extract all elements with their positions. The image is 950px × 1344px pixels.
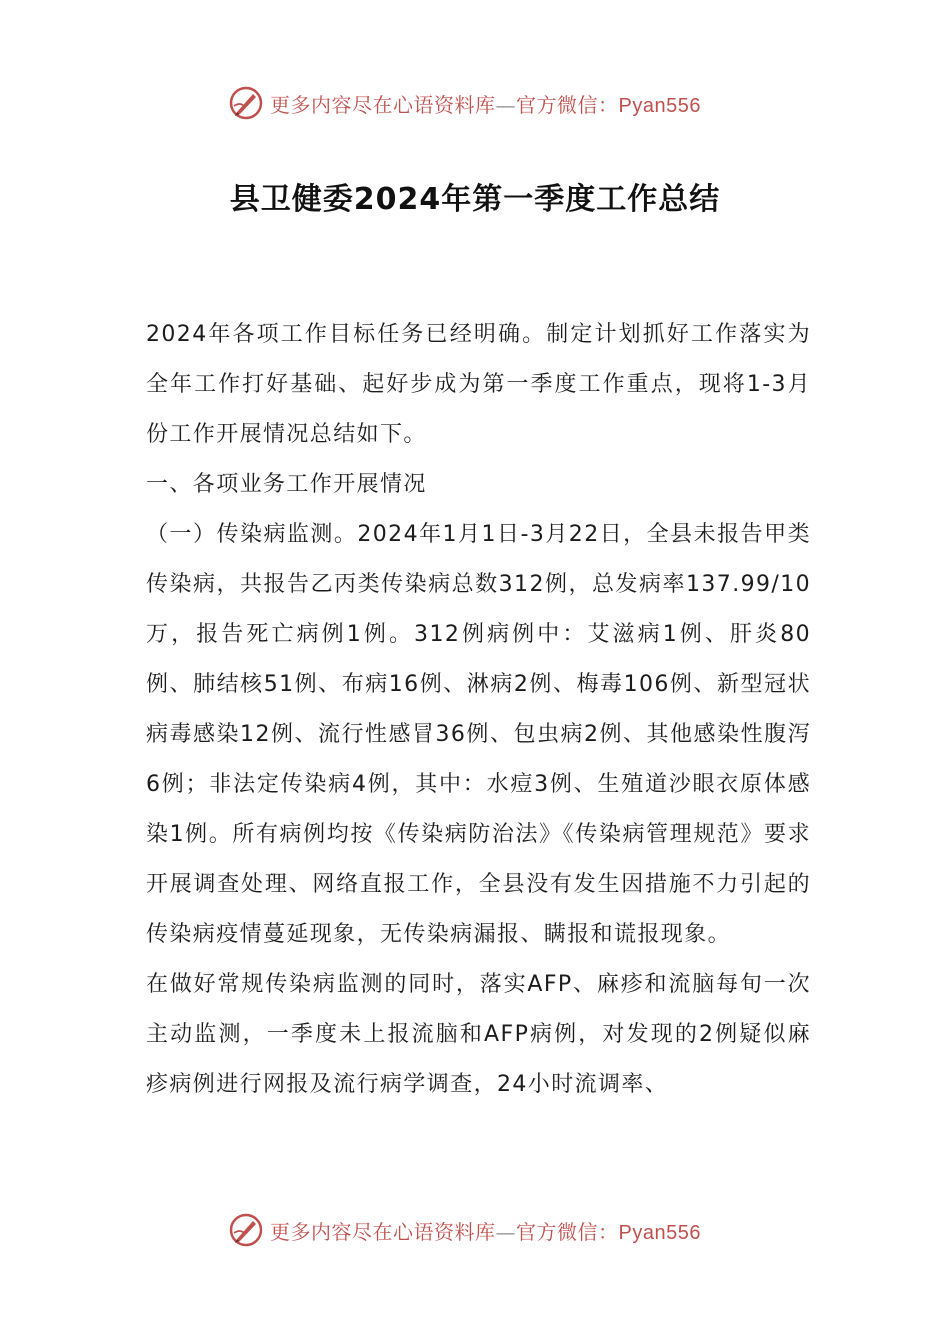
paragraph-active-monitoring: 在做好常规传染病监测的同时，落实AFP、麻疹和流脑每旬一次主动监测，一季度未上报流脑和AFP病例，对发现的2例疑似麻疹病例进行网报及流行病学调查，24小时流调率、 — [146, 972, 811, 1097]
watermark-text: 更多内容尽在心语资料库—官方微信：Pyan556 — [270, 1219, 701, 1244]
pen-logo-icon — [228, 1212, 264, 1248]
watermark-banner-top — [228, 83, 701, 123]
pen-logo-icon — [228, 85, 264, 121]
document-title: 县卫健委2024年第一季度工作总结 — [229, 182, 721, 217]
paragraph-infectious-disease: （一）传染病监测。2024年1月1日-3月22日，全县未报告甲类传染病，共报告乙丙类传染病总数312例，总发病率137.99/10万，报告死亡病例1例。312例病例中：艾滋病1例、肝炎80例、肺结核51例、布病16例、淋病2例、梅毒106例、新型冠状病毒感染12例、流行性感冒36例、包虫病2例、其他感染性腹泻6例；非法定传染病4例，其中：水痘3例、生殖道沙眼衣原体感染1例。所有病例均按《传染病防治法》《传染病管理规范》要求开展调查处理、网络直报工作，全县没有发生因措施不力引起的传染病疫情蔓延现象，无传染病漏报、瞒报和谎报现象。 — [146, 522, 811, 947]
watermark-text: 更多内容尽在心语资料库—官方微信：Pyan556 — [270, 92, 701, 117]
watermark-banner-bottom — [228, 1210, 701, 1250]
paragraph-intro: 2024年各项工作目标任务已经明确。制定计划抓好工作落实为全年工作打好基础、起好步成为第一季度工作重点，现将1-3月份工作开展情况总结如下。 — [146, 322, 811, 447]
document-body — [146, 310, 811, 1110]
section-heading: 一、各项业务工作开展情况 — [146, 472, 427, 497]
